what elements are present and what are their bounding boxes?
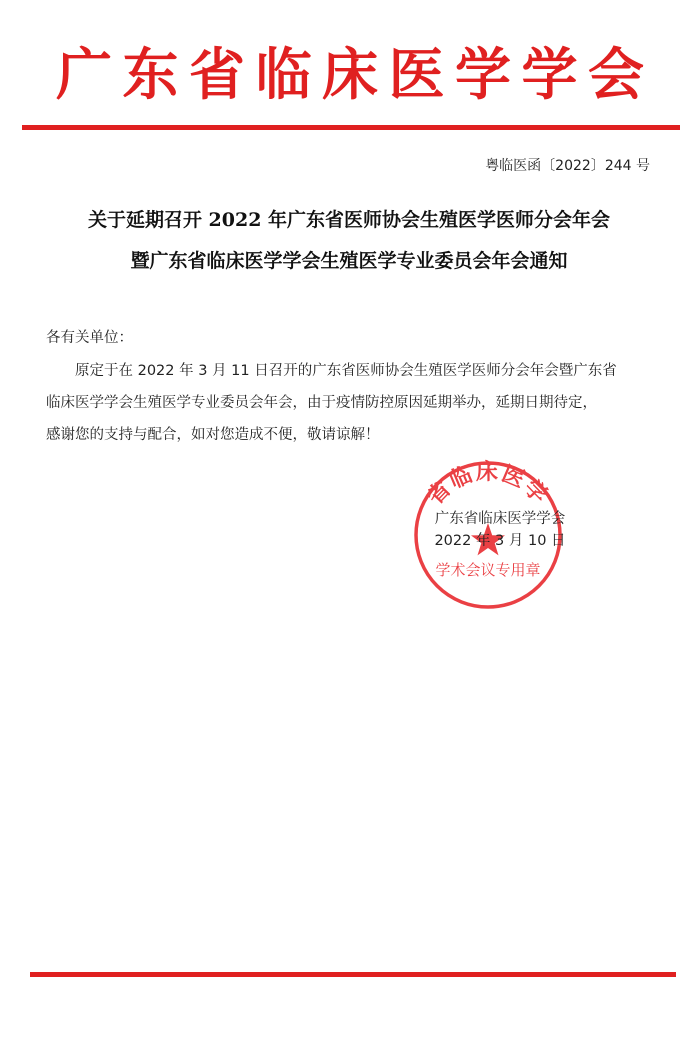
document-title-line-1: 关于延期召开 2022 年广东省医师协会生殖医学医师分会年会 bbox=[87, 209, 611, 231]
footer-divider bbox=[30, 972, 676, 977]
header-divider bbox=[22, 125, 680, 130]
seal-bottom-text: 学术会议专用章 bbox=[435, 561, 541, 579]
seal-arc-text: 省临床医学 bbox=[422, 459, 554, 511]
letterhead-char: 学 bbox=[455, 42, 511, 108]
document-number: 粤临医函〔2022〕244 号 bbox=[485, 158, 650, 174]
body-paragraph bbox=[46, 355, 650, 451]
salutation: 各有关单位： bbox=[46, 330, 133, 346]
svg-text:省临床医学 bbox=[422, 459, 554, 510]
letterhead-char: 学 bbox=[521, 42, 578, 108]
signature-org: 广东省临床医学学会 bbox=[434, 511, 566, 527]
document-title-line-2: 暨广东省临床医学学会生殖医学专业委员会年会通知 bbox=[130, 250, 568, 272]
letterhead-char: 临 bbox=[255, 42, 312, 108]
letterhead-char: 东 bbox=[122, 42, 179, 108]
body-line: 感谢您的支持与配合，如对您造成不便，敬请谅解！ bbox=[46, 427, 380, 443]
signature-block bbox=[420, 508, 580, 552]
org-letterhead bbox=[20, 35, 678, 115]
letterhead-char: 省 bbox=[189, 42, 245, 108]
letterhead-char: 广 bbox=[56, 42, 112, 108]
letterhead-char: 床 bbox=[322, 42, 378, 108]
signature-date: 2022 年 3 月 10 日 bbox=[434, 533, 566, 549]
body-line: 原定于在 2022 年 3 月 11 日召开的广东省医师协会生殖医学医师分会年会暨广东省 bbox=[75, 363, 617, 379]
body-line: 临床医学学会生殖医学专业委员会年会，由于疫情防控原因延期举办，延期日期待定， bbox=[46, 395, 597, 411]
letterhead-char: 医 bbox=[388, 42, 445, 108]
letterhead-char: 会 bbox=[588, 42, 644, 108]
